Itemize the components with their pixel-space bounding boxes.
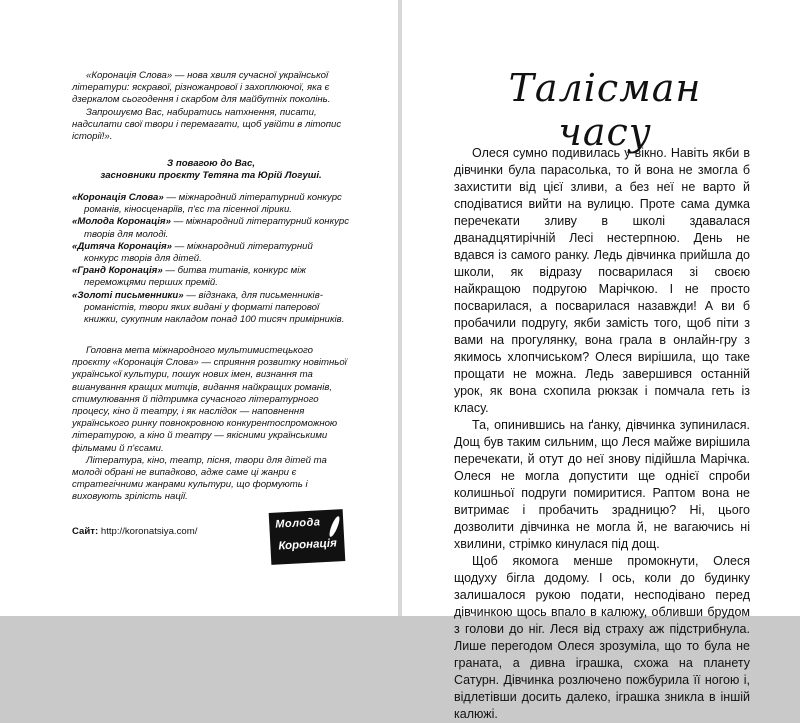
- signature-line: засновники проєкту Тетяна та Юрій Логуші.: [100, 170, 322, 182]
- mission-block: [72, 345, 350, 504]
- left-page: [0, 0, 398, 616]
- mission-paragraph: Література, кіно, театр, пісня, твори для дітей та молоді обрані не випадково, адже саме ці жанри є стратегічними жанрами культури, що формують і виховують зрілість нації.: [72, 454, 327, 503]
- story-paragraph: Олеся сумно подивилась у вікно. Навіть якби в дівчинки була парасолька, то й вона не змогла б захистити від цієї зливи, а без неї не варто й сподіватися вийти на вулицю. Проте сама думка перечекати зливу в школі здавалася дванадцятирічній Лесі нестерпною. День не вдався із самого ранку. Ледь дівчинка прийшла до школи, як відразу посварилася зі своєю найкращою подругою Марічкою. І не просто посварилася, а посварилася назавжди! А ви б пробачили подругу, якби замість того, щоб піти з вами на прогулянку, вона грала в онлайн-гру з якимось хлопчиськом? Олеся вирішила, що таке прощати не можна. Ледь завершився останній урок, як вона схопила рюкзак і помчала геть із класу.: [454, 146, 750, 415]
- mission-paragraph: Головна мета міжнародного мультимистецького проєкту «Коронація Слова» — сприяння розвитку новітньої української культури, пошук нових імен, визнання та вшанування кращих митців, видання найкращих романів, стимулювання й підтримка сучасного літературного процесу, кіно й театру, і як наслідок — наповнення українського ринку повнокровною конкурентоспроможною літературою, а кіно й театру — якісними українськими фільмами й п'єсами.: [72, 345, 347, 454]
- project-desc: — міжнародний літературний конкурс творів для дітей.: [84, 240, 313, 265]
- molodа-koronatsiya-logo: [269, 509, 346, 565]
- project-item: [72, 216, 350, 240]
- chapter-title: Талісман часу: [508, 66, 702, 154]
- logo-line2: Коронація: [278, 537, 338, 553]
- project-item: [72, 241, 350, 265]
- project-name: «Молода Коронація»: [72, 216, 171, 228]
- story-paragraph: Та, опинившись на ґанку, дівчинка зупинилася. Дощ був таким сильним, що Леся майже вирішила перечекати, й отут до неї знову підійшла Марічка. Олеся не могла допустити ще однієї спроби колишньої подруги помиритися. Раптом вона не витримає і пробачить зрадницю? Ні, цього дозволити дівчинка не могла й, не вагаючись ні хвилини, стрімко кинулася під дощ.: [454, 418, 750, 551]
- website-line: [72, 526, 197, 537]
- intro-paragraph: «Коронація Слова» — нова хвиля сучасної української літератури: яскравої, різножанрової і захоплюючої, яка є дзеркалом сьогодення і скарбом для майбутніх поколінь.: [72, 70, 331, 106]
- project-item: [72, 192, 350, 216]
- project-desc: — міжнародний літературний конкурс творів для молоді.: [84, 216, 350, 240]
- project-desc: — міжнародний літературний конкурс романів, кіносценаріїв, п'єс та пісенної лірики.: [84, 192, 342, 216]
- project-item: [72, 290, 350, 327]
- projects-list: [72, 192, 350, 326]
- project-item: [72, 265, 350, 289]
- project-name: «Гранд Коронація»: [72, 265, 163, 277]
- signature-block: [72, 158, 350, 182]
- story-paragraph: Щоб якомога менше промокнути, Олеся щодуху бігла додому. І ось, коли до будинку залишалося рукою подати, несподівано перед дівчинкою щось впало в калюжу, обливши брудом з голови до ніг. Леся від страху аж підстрибнула. Лише перегодом Олеся зрозуміла, що то була не граната, а дивна іграшка, схожа на планету Сатурн. Дівчинка розлючено пожбурила її ногою і, відлетівши досить далеко, іграшка зникла в іншій калюжі.: [454, 554, 750, 721]
- logo-line1: Молода: [274, 516, 321, 531]
- website-label: Сайт:: [72, 526, 99, 537]
- project-name: «Дитяча Коронація»: [72, 240, 172, 252]
- feather-icon: [328, 515, 342, 538]
- project-desc: — відзнака, для письменників-романістів, твори яких видані у форматі паперової книжки, сукупним накладом понад 100 тисяч примірників.: [84, 289, 345, 326]
- signature-line: З повагою до Вас,: [167, 158, 255, 169]
- story-text: [454, 145, 750, 723]
- intro-block: [72, 70, 350, 143]
- project-desc: — битва титанів, конкурс між переможцями перших премій.: [84, 265, 306, 289]
- intro-paragraph: Запрошуємо Вас, набиратись натхнення, писати, надсилати свої твори і перемагати, щоб увійти в літопис історії!».: [72, 106, 342, 143]
- project-name: «Коронація Слова»: [72, 192, 164, 203]
- website-url[interactable]: http://koronatsiya.com/: [100, 526, 198, 537]
- project-name: «Золоті письменники»: [72, 289, 184, 301]
- right-page: [402, 0, 800, 721]
